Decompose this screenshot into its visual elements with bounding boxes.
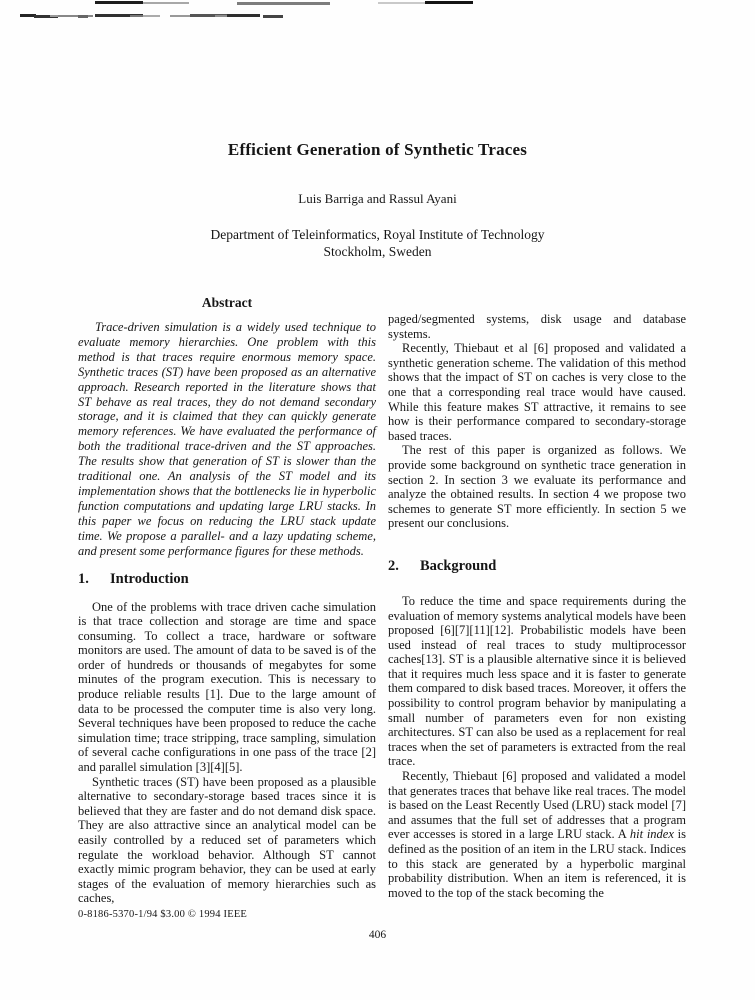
scan-artifact (143, 2, 189, 4)
scan-artifact (143, 15, 160, 17)
scan-artifact (20, 14, 36, 17)
scan-artifact (378, 2, 425, 4)
intro-paragraph-2: Synthetic traces (ST) have been proposed as a plausible alternative to secondary-storage based traces since it is believed that they are faster and do not demand disk space. They are also attractive since an analytical model can be easily controlled by a reduced set of parameters which regulate the workload behavior. Although ST cannot exactly mimic program behavior, they can be used at early stages of the evaluation of memory hierarchies such as caches, (78, 774, 376, 906)
scan-artifact (130, 15, 144, 17)
footnote-copyright: 0-8186-5370-1/94 $3.00 © 1994 IEEE (78, 909, 248, 920)
intro-paragraph-1: One of the problems with trace driven cache simulation is that trace collection and storage are time and space consuming. To collect a trace, hardware or software monitors are used. The amount of data to be saved is of the order of hundreds or thousands of megabytes for some minutes of the program execution. This is necessary to produce reliable results [1]. Due to the large amount of data to be processed the computer time is also very long. Several techniques have been proposed to reduce the cache simulation time; trace stripping, trace sampling, simulation of several cache configurations in one pass of the trace [2] and parallel simulation [3][4][5]. (78, 599, 376, 775)
scan-artifact (78, 15, 88, 18)
hit-index-term: hit index (629, 827, 674, 842)
section-2-heading (388, 557, 686, 575)
page-number: 406 (368, 929, 387, 941)
paragraph-paper-organization: The rest of this paper is organized as follows. We provide some background on synthetic trace generation in section 2. In section 3 we evaluate its performance and analyze the obtained results. In section 4 we propose two schemes to generate ST more efficiently. In section 5 we present our conclusions. (388, 443, 686, 531)
background-paragraph-1: To reduce the time and space requirements during the evaluation of memory systems analytical models have been proposed [6][7][11][12]. Probabilistic models have been used instead of real traces to study multiprocessor caches[13]. ST is a plausible alternative since it is believed that it requires much less space and it is faster to generate them compared to disk based traces. Moreover, it offers the possibility to control program behavior by manipulating a small number of parameters even for non existing architectures. ST can also be used as a replacement for real traces when the set of parameters is extracted from the real trace. (388, 593, 686, 769)
scan-artifact (34, 15, 58, 18)
paragraph-thiebaut-validation: Recently, Thiebaut et al [6] proposed and validated a synthetic generation scheme. The validation of this method shows that the impact of ST on caches is very close to the one that a corresponding real trace would have caused. While this feature makes ST attractive, it remains to see how is their performance compared to secondary-storage based traces. (388, 341, 686, 443)
scan-artifact (95, 14, 143, 17)
scan-artifact (425, 1, 473, 4)
background-paragraph-2 (388, 769, 686, 900)
scan-artifact (190, 14, 227, 17)
scan-artifact (227, 14, 260, 17)
affiliation-line-1: Department of Teleinformatics, Royal Institute of Technology (210, 227, 545, 242)
abstract-text: Trace-driven simulation is a widely used technique to evaluate memory hierarchies. One problem with this method is that traces require enormous memory space. Synthetic traces (ST) have been proposed as an alternative approach. Research reported in the literature shows that ST behave as real traces, they do not demand secondary storage, and it is claimed that they can quickly generate memory references. We have evaluated the performance of both the traditional trace-driven and the ST approaches. The results show that generation of ST is slower than the traditional one. An analysis of the ST model and its implementation shows that the bottlenecks lie in hyperbolic function computations and updating large LRU stacks. In this paper we focus on reducing the LRU stack update time. We propose a parallel- and a lazy updating scheme, and present some performance figures for these methods. (78, 320, 376, 558)
scan-artifact (237, 2, 330, 5)
scan-artifact (58, 15, 93, 17)
background-paragraph-2-rest: is defined as the position of an item in the LRU stack. Indices to this stack are generated by a hyperbolic marginal probability distribution. When an item is referenced, it is moved to the top of the stack becoming the (388, 827, 686, 900)
column-right (388, 312, 686, 900)
scan-artifact (263, 15, 283, 18)
scan-artifact (215, 15, 240, 17)
abstract-heading: Abstract (201, 295, 253, 310)
column-left (78, 295, 376, 906)
section-1-heading (78, 570, 376, 588)
authors: Luis Barriga and Rassul Ayani (298, 191, 457, 206)
scan-artifact (95, 1, 143, 4)
background-paragraph-2-text: Recently, Thiebaut [6] proposed and validated a model that generates traces that behave like real traces. The model is based on the Least Recently Used (LRU) stack model [7] and assumes that the full set of addresses that a program ever accesses is stored in a large LRU stack. A (388, 769, 686, 842)
section-1-number: 1. (78, 570, 89, 587)
page-title: Efficient Generation of Synthetic Traces (227, 140, 528, 159)
scan-artifact (170, 15, 190, 17)
section-2-title: Background (420, 557, 497, 574)
section-1-title: Introduction (110, 570, 189, 587)
affiliation-line-2: Stockholm, Sweden (323, 244, 432, 259)
affiliation (0, 226, 755, 260)
scan-artifact (50, 15, 62, 17)
section-2-number: 2. (388, 557, 399, 574)
continued-paragraph: paged/segmented systems, disk usage and database systems. (388, 312, 686, 341)
